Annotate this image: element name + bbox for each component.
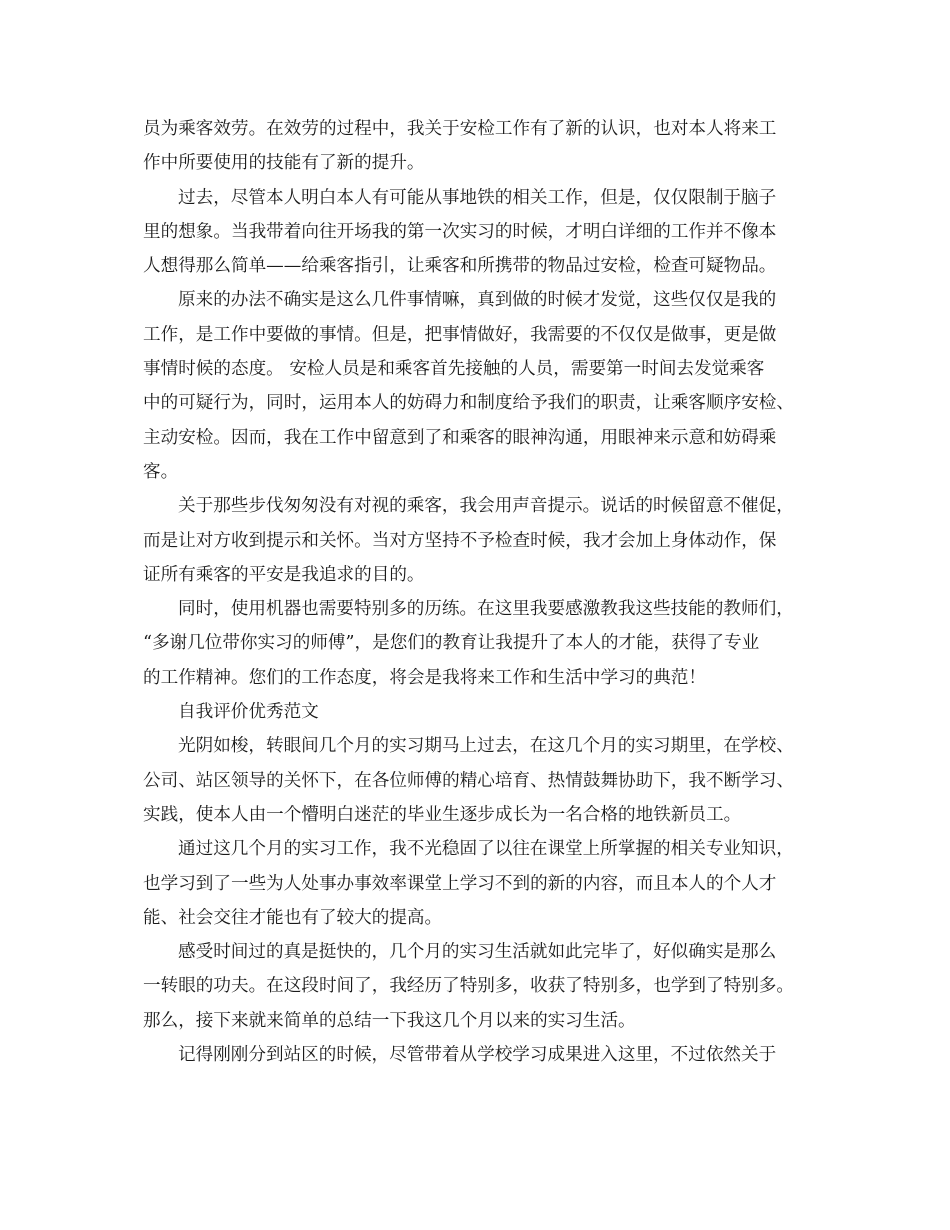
text-line: 中的可疑行为，同时，运用本人的妨碍力和制度给予我们的职责，让乘客顺序安检、 xyxy=(143,393,794,414)
text-line: 通过这几个月的实习工作，我不光稳固了以往在课堂上所掌握的相关专业知识， xyxy=(178,839,794,860)
text-line: 感受时间过的真是挺快的，几个月的实习生活就如此完毕了，好似确实是那么 xyxy=(178,942,777,963)
text-line: 公司、站区领导的关怀下，在各位师傅的精心培育、热情鼓舞协助下，我不断学习、 xyxy=(143,770,794,791)
text-line: 客。 xyxy=(143,461,179,482)
section-heading: 自我评价优秀范文 xyxy=(178,702,319,723)
text-line: 原来的办法不确实是这么几件事情嘛，真到做的时候才发觉，这些仅仅是我的 xyxy=(178,290,777,311)
text-line: 一转眼的功夫。在这段时间了，我经历了特别多，收获了特别多，也学到了特别多。 xyxy=(143,976,794,997)
text-line: 工作，是工作中要做的事情。但是，把事情做好，我需要的不仅仅是做事，更是做 xyxy=(143,324,777,345)
text-line: 过去，尽管本人明白本人有可能从事地铁的相关工作，但是，仅仅限制于脑子 xyxy=(178,187,777,208)
text-line: 光阴如梭，转眼间几个月的实习期马上过去，在这几个月的实习期里，在学校、 xyxy=(178,736,794,757)
text-line: 而是让对方收到提示和关怀。当对方坚持不予检查时候，我才会加上身体动作，保 xyxy=(143,530,777,551)
text-line: 那么，接下来就来简单的总结一下我这几个月以来的实习生活。 xyxy=(143,1010,636,1031)
text-line: 作中所要使用的技能有了新的提升。 xyxy=(143,153,425,174)
text-line: 记得刚刚分到站区的时候，尽管带着从学校学习成果进入这里，不过依然关于 xyxy=(178,1045,777,1066)
text-line: 同时，使用机器也需要特别多的历练。在这里我要感激教我这些技能的教师们， xyxy=(178,599,794,620)
text-line: “多谢几位带你实习的师傅”，是您们的教育让我提升了本人的才能，获得了专业 xyxy=(143,633,760,654)
text-line: 人想得那么简单——给乘客指引，让乘客和所携带的物品过安检，检查可疑物品。 xyxy=(143,256,777,277)
text-line: 关于那些步伐匆匆没有对视的乘客，我会用声音提示。说话的时候留意不催促， xyxy=(178,496,794,517)
text-line: 员为乘客效劳。在效劳的过程中，我关于安检工作有了新的认识，也对本人将来工 xyxy=(143,119,777,139)
text-line: 也学习到了一些为人处事办事效率课堂上学习不到的新的内容，而且本人的个人才 xyxy=(143,873,777,894)
text-line: 能、社会交往才能也有了较大的提高。 xyxy=(143,907,443,928)
document-body xyxy=(143,112,823,1072)
text-line: 里的想象。当我带着向往开场我的第一次实习的时候，才明白详细的工作并不像本 xyxy=(143,221,777,242)
text-line: 事情时候的态度。 安检人员是和乘客首先接触的人员，需要第一时间去发觉乘客 xyxy=(143,359,765,380)
text-line: 的工作精神。您们的工作态度，将会是我将来工作和生活中学习的典范！ xyxy=(143,667,707,688)
text-line: 主动安检。因而，我在工作中留意到了和乘客的眼神沟通，用眼神来示意和妨碍乘 xyxy=(143,427,777,448)
text-line: 实践，使本人由一个懵明白迷茫的毕业生逐步成长为一名合格的地铁新员工。 xyxy=(143,804,742,825)
text-line: 证所有乘客的平安是我追求的目的。 xyxy=(143,564,425,585)
